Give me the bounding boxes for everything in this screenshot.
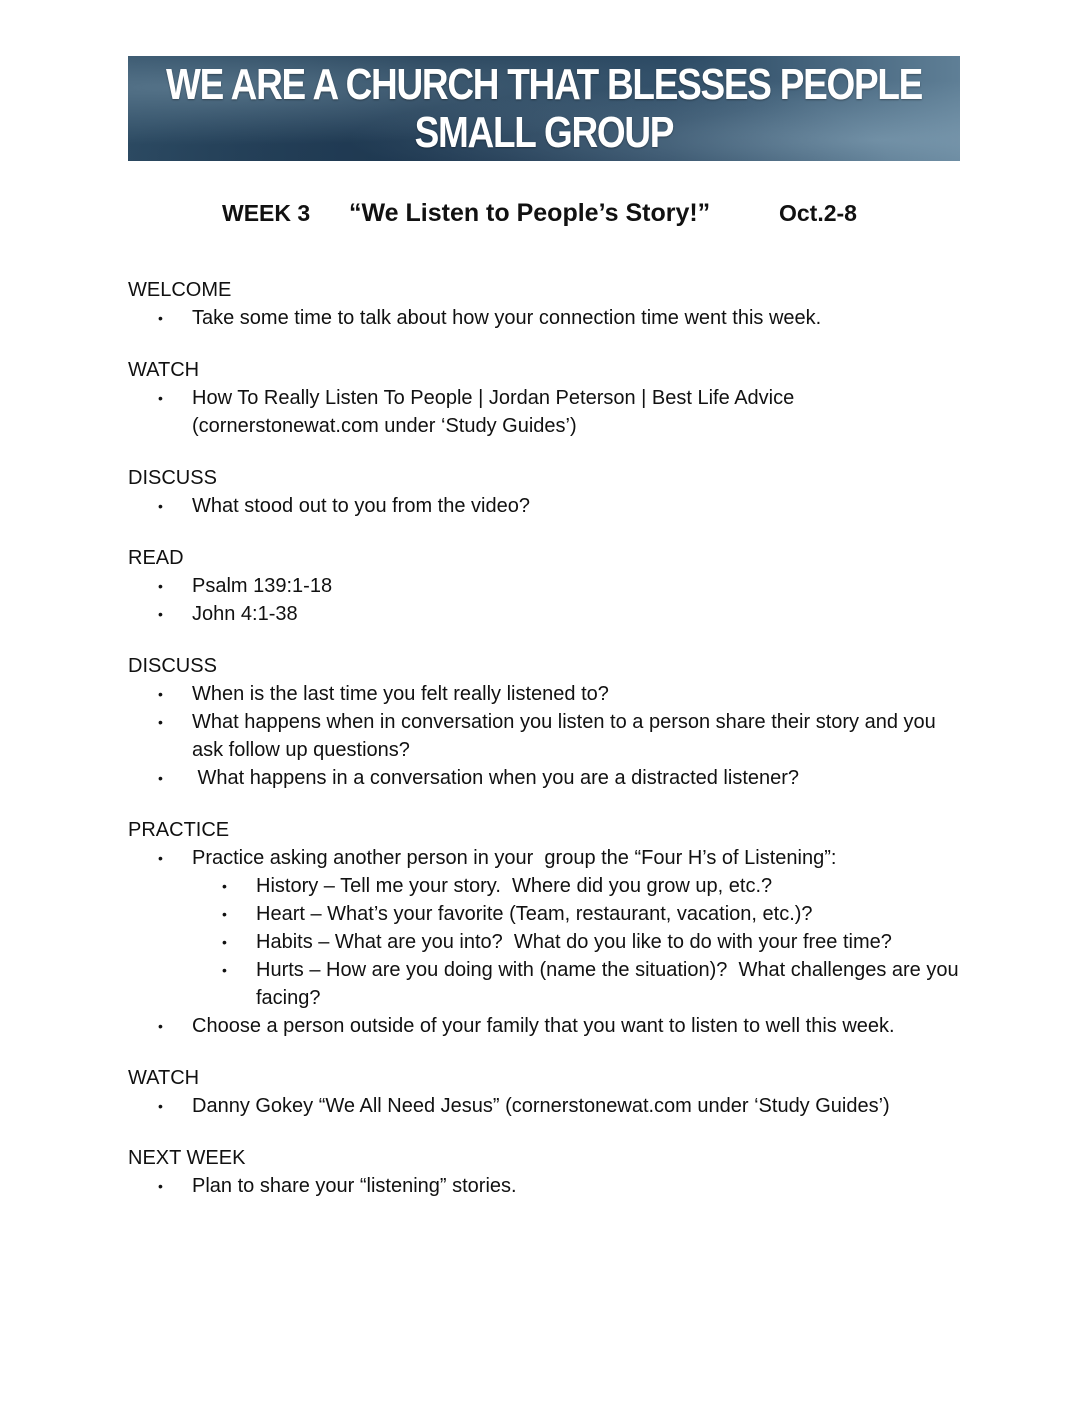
banner-subtitle: SMALL GROUP <box>414 107 674 157</box>
section-heading: WELCOME <box>128 279 232 301</box>
bullet-icon: • <box>158 390 163 406</box>
list-item: • Take some time to talk about how your connection time went this week. <box>128 304 960 332</box>
sub-list-item: • Habits – What are you into? What do you like to do with your free time? <box>192 928 960 956</box>
bullet-icon: • <box>158 606 163 622</box>
sub-list-item: • Hurts – How are you doing with (name the situation)? What challenges are you facing? <box>192 956 960 1012</box>
section-discuss-2 <box>128 652 960 792</box>
section-watch <box>128 356 960 440</box>
section-heading: READ <box>128 547 184 569</box>
bullet-icon: • <box>158 498 163 514</box>
header-banner <box>128 56 960 161</box>
list-item: • Choose a person outside of your family that you want to listen to well this week. <box>128 1012 960 1040</box>
section-read <box>128 544 960 628</box>
video-source: (cornerstonewat.com under ‘Study Guides’) <box>192 415 577 437</box>
section-heading: PRACTICE <box>128 819 230 841</box>
list-item: • John 4:1-38 <box>128 600 960 628</box>
week-dates: Oct.2-8 <box>779 200 857 226</box>
week-label: WEEK 3 <box>222 200 311 226</box>
section-watch-2 <box>128 1064 960 1120</box>
bullet-icon: • <box>158 1098 163 1114</box>
bullet-icon: • <box>158 686 163 702</box>
study-guide-content <box>128 276 965 1224</box>
section-practice <box>128 816 965 1040</box>
list-item: • Psalm 139:1-18 <box>128 572 960 600</box>
bullet-icon: • <box>158 578 163 594</box>
bullet-icon: • <box>158 1018 163 1034</box>
bullet-icon: • <box>158 714 163 730</box>
video-title: How To Really Listen To People | Jordan Peterson | Best Life Advice <box>192 387 795 409</box>
bullet-icon: • <box>222 962 227 978</box>
list-item <box>128 384 960 440</box>
sub-list-item: • Heart – What’s your favorite (Team, restaurant, vacation, etc.)? <box>192 900 960 928</box>
list-item: • What happens when in conversation you listen to a person share their story and you ask follow up questions? <box>128 708 960 764</box>
section-heading: WATCH <box>128 1067 200 1089</box>
bullet-icon: • <box>158 770 163 786</box>
section-heading: NEXT WEEK <box>128 1147 246 1169</box>
list-item: • What happens in a conversation when you are a distracted listener? <box>128 764 960 792</box>
list-item: • Danny Gokey “We All Need Jesus” (cornerstonewat.com under ‘Study Guides’) <box>128 1092 960 1120</box>
list-item: • Practice asking another person in your group the “Four H’s of Listening”: • History – Tell me your story. Where did you grow up, etc.? • Heart – What’s your favorite (Team, restaurant, vacation, etc.)? • Habits – What are you into? What do you like to do with your free time? • Hurts – How are you doing with (name the situation)? What challenges are you facing? <box>128 844 960 1012</box>
section-next-week <box>128 1144 960 1200</box>
section-heading: WATCH <box>128 359 200 381</box>
week-header <box>128 193 960 233</box>
bullet-icon: • <box>222 878 227 894</box>
week-title: “We Listen to People’s Story!” <box>349 199 711 227</box>
bullet-icon: • <box>158 850 163 866</box>
bullet-icon: • <box>158 310 163 326</box>
section-welcome <box>128 276 960 332</box>
sub-list-item: • History – Tell me your story. Where did you grow up, etc.? <box>192 872 960 900</box>
bullet-icon: • <box>222 906 227 922</box>
list-item: • When is the last time you felt really listened to? <box>128 680 960 708</box>
bullet-icon: • <box>158 1178 163 1194</box>
list-item: • Plan to share your “listening” stories. <box>128 1172 960 1200</box>
banner-title: WE ARE A CHURCH THAT BLESSES PEOPLE <box>165 59 923 109</box>
section-heading: DISCUSS <box>128 467 217 489</box>
list-item: • What stood out to you from the video? <box>128 492 960 520</box>
section-discuss <box>128 464 960 520</box>
section-heading: DISCUSS <box>128 655 217 677</box>
bullet-icon: • <box>222 934 227 950</box>
